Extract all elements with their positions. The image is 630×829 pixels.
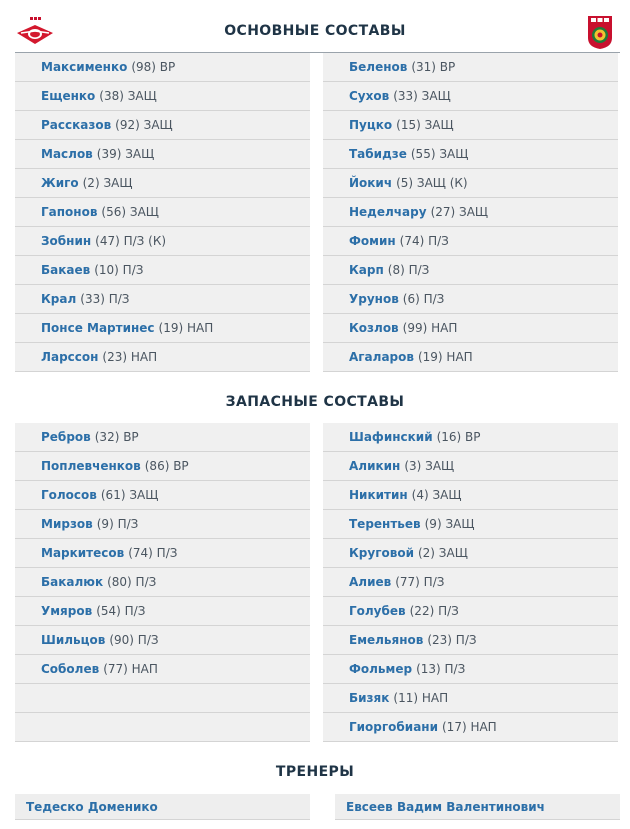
player-row[interactable] <box>15 626 310 655</box>
coaches-title: ТРЕНЕРЫ <box>275 764 355 780</box>
player-info: (16) ВР <box>436 430 481 444</box>
player-info: (55) ЗАЩ <box>410 147 469 161</box>
player-name[interactable]: Маслов <box>41 147 93 161</box>
player-info: (10) П/З <box>94 263 144 277</box>
player-info: (2) ЗАЩ <box>417 546 468 560</box>
player-info: (23) НАП <box>102 350 158 364</box>
player-info: (5) ЗАЩ (К) <box>396 176 468 190</box>
player-row[interactable] <box>15 285 310 314</box>
player-info: (98) ВР <box>131 60 176 74</box>
player-row[interactable] <box>15 227 310 256</box>
player-info: (56) ЗАЩ <box>101 205 159 219</box>
player-row[interactable] <box>15 140 310 169</box>
player-name[interactable]: Голубев <box>349 604 406 618</box>
player-info: (33) П/З <box>80 292 130 306</box>
player-name[interactable]: Маркитесов <box>41 546 125 560</box>
player-name[interactable]: Крал <box>41 292 77 306</box>
player-name[interactable]: Терентьев <box>349 517 421 531</box>
away-coach <box>335 794 620 820</box>
player-name[interactable]: Беленов <box>349 60 408 74</box>
home-substitutes <box>15 423 310 742</box>
player-row[interactable] <box>15 314 310 343</box>
player-row[interactable] <box>323 111 618 140</box>
player-row[interactable] <box>15 481 310 510</box>
player-info: (61) ЗАЩ <box>100 488 159 502</box>
player-info: (47) П/З (К) <box>95 234 167 248</box>
player-info: (9) П/З <box>96 517 139 531</box>
player-row[interactable] <box>15 53 310 82</box>
player-name[interactable]: Шильцов <box>41 633 106 647</box>
player-info: (22) П/З <box>409 604 459 618</box>
player-name[interactable]: Табидзе <box>349 147 407 161</box>
player-row[interactable] <box>323 169 618 198</box>
player-row[interactable] <box>323 452 618 481</box>
player-name[interactable]: Голосов <box>41 488 97 502</box>
player-name[interactable]: Никитин <box>349 488 408 502</box>
away-main-lineup <box>323 53 618 372</box>
player-name[interactable]: Пуцко <box>349 118 393 132</box>
main-lineups-title: ОСНОВНЫЕ СОСТАВЫ <box>224 23 406 39</box>
player-row[interactable] <box>323 140 618 169</box>
player-row[interactable] <box>15 539 310 568</box>
player-name[interactable]: Алиев <box>349 575 392 589</box>
player-info: (15) ЗАЩ <box>396 118 454 132</box>
player-info: (4) ЗАЩ <box>411 488 462 502</box>
player-row[interactable] <box>15 452 310 481</box>
player-row[interactable] <box>15 423 310 452</box>
player-info: (13) П/З <box>416 662 466 676</box>
player-row[interactable] <box>15 111 310 140</box>
player-row[interactable] <box>323 343 618 372</box>
player-row[interactable] <box>15 655 310 684</box>
player-row[interactable] <box>15 82 310 111</box>
player-name[interactable]: Жиго <box>41 176 79 190</box>
player-name[interactable]: Агаларов <box>349 350 414 364</box>
player-name[interactable]: Бакаев <box>41 263 91 277</box>
coach-name[interactable]: Евсеев Вадим Валентинович <box>335 794 620 820</box>
player-row[interactable] <box>323 539 618 568</box>
player-info: (27) ЗАЩ <box>430 205 489 219</box>
player-info: (86) ВР <box>144 459 189 473</box>
player-name[interactable]: Сухов <box>349 89 390 103</box>
player-row[interactable] <box>15 256 310 285</box>
empty-row <box>15 684 310 713</box>
player-info: (90) П/З <box>109 633 159 647</box>
player-row[interactable] <box>323 227 618 256</box>
player-row[interactable] <box>15 169 310 198</box>
player-info: (31) ВР <box>411 60 456 74</box>
empty-row <box>15 713 310 742</box>
player-name[interactable]: Гапонов <box>41 205 98 219</box>
home-coach <box>15 794 310 820</box>
player-name[interactable]: Гиоргобиани <box>349 720 438 734</box>
player-name[interactable]: Круговой <box>349 546 414 560</box>
player-name[interactable]: Фомин <box>349 234 396 248</box>
player-info: (17) НАП <box>442 720 497 734</box>
player-row[interactable] <box>323 82 618 111</box>
player-name[interactable]: Козлов <box>349 321 399 335</box>
player-info: (8) П/З <box>387 263 430 277</box>
player-row[interactable] <box>323 713 618 742</box>
player-row[interactable] <box>323 655 618 684</box>
player-name[interactable]: Ещенко <box>41 89 96 103</box>
player-name[interactable]: Аликин <box>349 459 401 473</box>
player-info: (80) П/З <box>107 575 157 589</box>
player-row[interactable] <box>323 285 618 314</box>
player-row[interactable] <box>323 568 618 597</box>
player-row[interactable] <box>15 568 310 597</box>
player-row[interactable] <box>323 198 618 227</box>
player-row[interactable] <box>323 510 618 539</box>
player-row[interactable] <box>323 481 618 510</box>
player-info: (92) ЗАЩ <box>115 118 173 132</box>
player-name[interactable]: Ларссон <box>41 350 99 364</box>
player-info: (23) П/З <box>427 633 477 647</box>
player-row[interactable] <box>323 314 618 343</box>
player-info: (77) НАП <box>103 662 158 676</box>
player-info: (74) П/З <box>128 546 178 560</box>
away-substitutes <box>323 423 618 742</box>
player-info: (3) ЗАЩ <box>404 459 455 473</box>
player-row[interactable] <box>323 423 618 452</box>
player-info: (9) ЗАЩ <box>424 517 475 531</box>
player-name[interactable]: Емельянов <box>349 633 424 647</box>
player-row[interactable] <box>323 597 618 626</box>
player-name[interactable]: Урунов <box>349 292 399 306</box>
home-main-lineup <box>15 53 310 372</box>
player-name[interactable]: Карп <box>349 263 384 277</box>
player-info: (39) ЗАЩ <box>96 147 155 161</box>
player-name[interactable]: Шафинский <box>349 430 433 444</box>
substitutes-title: ЗАПАСНЫЕ СОСТАВЫ <box>225 394 405 410</box>
player-name[interactable]: Неделчару <box>349 205 427 219</box>
coach-name[interactable]: Тедеско Доменико <box>15 794 310 820</box>
player-name[interactable]: Максименко <box>41 60 128 74</box>
player-name[interactable]: Зобнин <box>41 234 92 248</box>
player-row[interactable] <box>15 343 310 372</box>
player-info: (74) П/З <box>399 234 449 248</box>
player-row[interactable] <box>323 53 618 82</box>
player-name[interactable]: Понсе Мартинес <box>41 321 155 335</box>
player-row[interactable] <box>15 510 310 539</box>
player-name[interactable]: Поплевченков <box>41 459 141 473</box>
player-info: (38) ЗАЩ <box>99 89 157 103</box>
player-row[interactable] <box>323 256 618 285</box>
player-info: (19) НАП <box>417 350 473 364</box>
player-info: (77) П/З <box>395 575 445 589</box>
player-info: (32) ВР <box>94 430 139 444</box>
player-name[interactable]: Умяров <box>41 604 93 618</box>
player-info: (2) ЗАЩ <box>82 176 133 190</box>
player-info: (54) П/З <box>96 604 146 618</box>
player-name[interactable]: Мирзов <box>41 517 93 531</box>
player-row[interactable] <box>15 597 310 626</box>
player-info: (33) ЗАЩ <box>393 89 451 103</box>
player-name[interactable]: Ребров <box>41 430 91 444</box>
player-name[interactable]: Фольмер <box>349 662 413 676</box>
player-name[interactable]: Йокич <box>349 176 393 190</box>
player-name[interactable]: Рассказов <box>41 118 112 132</box>
player-name[interactable]: Бизяк <box>349 691 390 705</box>
player-info: (6) П/З <box>402 292 445 306</box>
player-row[interactable] <box>15 198 310 227</box>
player-name[interactable]: Соболев <box>41 662 100 676</box>
player-info: (19) НАП <box>158 321 214 335</box>
player-name[interactable]: Бакалюк <box>41 575 104 589</box>
player-row[interactable] <box>323 684 618 713</box>
player-info: (11) НАП <box>393 691 449 705</box>
player-info: (99) НАП <box>402 321 458 335</box>
player-row[interactable] <box>323 626 618 655</box>
